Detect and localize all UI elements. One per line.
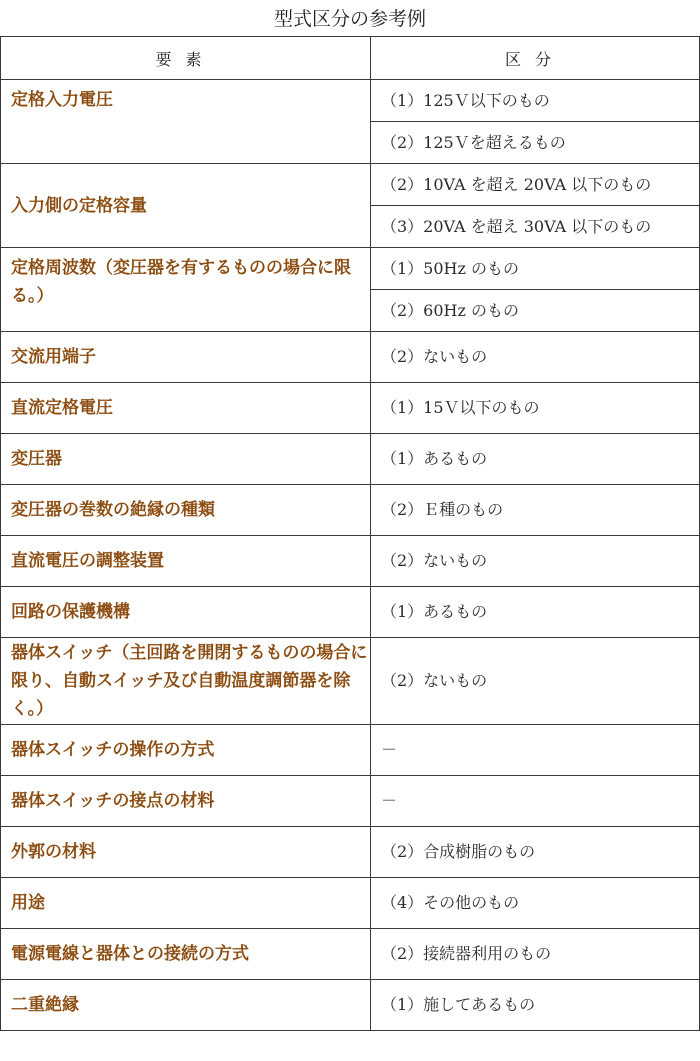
- table-row: [1, 80, 700, 122]
- table-row: [1, 164, 700, 206]
- table-row: [1, 587, 700, 638]
- table-row: [1, 434, 700, 485]
- division-cell: －: [371, 776, 700, 827]
- element-cell: 変圧器の巻数の絶縁の種類: [1, 485, 371, 536]
- page-title: 型式区分の参考例: [273, 8, 426, 30]
- table-row: [1, 725, 700, 776]
- element-cell: 回路の保護機構: [1, 587, 371, 638]
- table-header-row: [1, 37, 700, 80]
- element-cell: 定格入力電圧: [1, 80, 371, 164]
- division-cell: （1）施してあるもの: [371, 980, 700, 1031]
- table-row: [1, 980, 700, 1031]
- element-cell: 交流用端子: [1, 332, 371, 383]
- division-cell: （2）125Ｖを超えるもの: [371, 122, 700, 164]
- table-row: [1, 878, 700, 929]
- element-cell: 変圧器: [1, 434, 371, 485]
- element-cell: 定格周波数（変圧器を有するものの場合に限る。）: [1, 248, 371, 332]
- table-row: [1, 929, 700, 980]
- table-row: [1, 332, 700, 383]
- table-row: [1, 485, 700, 536]
- division-cell: －: [371, 725, 700, 776]
- division-cell: （2）10VA を超え 20VA 以下のもの: [371, 164, 700, 206]
- division-cell: （3）20VA を超え 30VA 以下のもの: [371, 206, 700, 248]
- element-cell: 二重絶縁: [1, 980, 371, 1031]
- element-cell: 器体スイッチの接点の材料: [1, 776, 371, 827]
- header-division: 区分: [371, 37, 700, 80]
- division-cell: （2）ないもの: [371, 536, 700, 587]
- element-cell: 入力側の定格容量: [1, 164, 371, 248]
- division-cell: （4）その他のもの: [371, 878, 700, 929]
- division-cell: （1）あるもの: [371, 587, 700, 638]
- division-cell: （1）50Hz のもの: [371, 248, 700, 290]
- table-row: [1, 776, 700, 827]
- division-cell: （2）ないもの: [371, 638, 700, 725]
- header-element: 要素: [1, 37, 371, 80]
- division-cell: （1）あるもの: [371, 434, 700, 485]
- element-cell: 用途: [1, 878, 371, 929]
- division-cell: （2）ないもの: [371, 332, 700, 383]
- element-cell: 電源電線と器体との接続の方式: [1, 929, 371, 980]
- division-cell: （2）接続器利用のもの: [371, 929, 700, 980]
- table-row: [1, 248, 700, 290]
- division-cell: （2）Ｅ種のもの: [371, 485, 700, 536]
- table-row: [1, 536, 700, 587]
- element-cell: 器体スイッチの操作の方式: [1, 725, 371, 776]
- element-cell: 直流定格電圧: [1, 383, 371, 434]
- table-row: [1, 383, 700, 434]
- division-cell: （2）合成樹脂のもの: [371, 827, 700, 878]
- element-cell: 器体スイッチ（主回路を開閉するものの場合に限り、自動スイッチ及び自動温度調節器を除く。）: [1, 638, 371, 725]
- table-row: [1, 827, 700, 878]
- element-cell: 直流電圧の調整装置: [1, 536, 371, 587]
- type-classification-table: [0, 36, 700, 1031]
- division-cell: （1）125Ｖ以下のもの: [371, 80, 700, 122]
- element-cell: 外郭の材料: [1, 827, 371, 878]
- division-cell: （2）60Hz のもの: [371, 290, 700, 332]
- division-cell: （1）15Ｖ以下のもの: [371, 383, 700, 434]
- table-row: [1, 638, 700, 725]
